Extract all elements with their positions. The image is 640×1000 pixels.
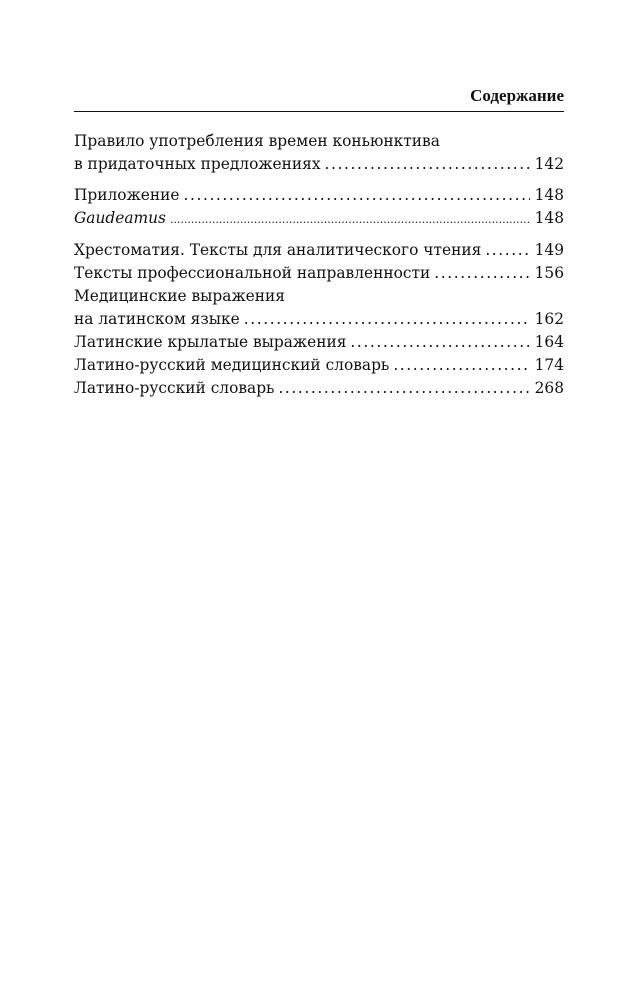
- toc-entry-page-number: 149: [534, 241, 564, 259]
- toc-entry-page-number: 156: [534, 264, 564, 282]
- toc-entry-page-number: 142: [534, 155, 564, 173]
- toc-entry-title-line-2: на латинском языке: [74, 310, 240, 328]
- toc-entry-page-number: 162: [534, 310, 564, 328]
- toc-entry-line: [74, 354, 564, 377]
- toc-entry-title: Латино-русский словарь: [74, 379, 275, 397]
- header-rule: [74, 111, 564, 112]
- dot-leader: [393, 354, 529, 377]
- toc-entry-title: Латино-русский медицинский словарь: [74, 356, 390, 374]
- toc-entry-page-number: 148: [534, 186, 564, 204]
- dot-leader: [278, 377, 529, 400]
- toc-entry-line: [74, 207, 564, 231]
- toc-entry-line: [74, 239, 564, 262]
- toc-entry-line: [74, 262, 564, 285]
- toc-entry-line: [74, 331, 564, 354]
- toc-entry-page-number: 148: [534, 209, 564, 227]
- toc-entry-title: Тексты профессиональной направленности: [74, 264, 431, 282]
- toc-entry-title-line-1: Правило употребления времен коньюнктива: [74, 132, 440, 150]
- toc-entry-appendix: [74, 184, 564, 207]
- toc-entry-title: Приложение: [74, 186, 180, 204]
- toc-entry-page-number: 268: [534, 379, 564, 397]
- toc-entry-last-line: [74, 153, 564, 176]
- toc-entry-title-line-2: в придаточных предложениях: [74, 155, 321, 173]
- toc-entry-first-line: [74, 130, 564, 153]
- toc-entry-latin-russian-dictionary: [74, 377, 564, 400]
- toc-entry-professional-texts: [74, 262, 564, 285]
- toc-entry-title: Латинские крылатые выражения: [74, 333, 347, 351]
- toc-entry-latin-sayings: [74, 331, 564, 354]
- table-of-contents: [74, 130, 564, 400]
- dot-leader: [325, 153, 530, 176]
- toc-entry-reader: [74, 239, 564, 262]
- toc-entry-title: Хрестоматия. Тексты для аналитического чтения: [74, 241, 482, 259]
- dot-leader: [485, 239, 529, 262]
- toc-entry-line: [74, 184, 564, 207]
- running-head-title: Содержание: [470, 86, 564, 105]
- dot-leader: [170, 208, 530, 231]
- toc-entry-title-line-1: Медицинские выражения: [74, 287, 285, 305]
- dot-leader: [350, 331, 529, 354]
- dot-leader: [434, 262, 529, 285]
- toc-entry-conjunctive-rule: [74, 130, 564, 176]
- toc-entry-gaudeamus: [74, 207, 564, 231]
- dot-leader: [244, 308, 530, 331]
- toc-entry-last-line: [74, 308, 564, 331]
- toc-entry-title: Gaudeamus: [74, 209, 166, 227]
- toc-entry-line: [74, 377, 564, 400]
- dot-leader: [183, 184, 529, 207]
- toc-entry-page-number: 164: [534, 333, 564, 351]
- toc-entry-first-line: [74, 285, 564, 308]
- toc-entry-medical-dictionary: [74, 354, 564, 377]
- toc-entry-medical-expressions: [74, 285, 564, 331]
- toc-entry-page-number: 174: [534, 356, 564, 374]
